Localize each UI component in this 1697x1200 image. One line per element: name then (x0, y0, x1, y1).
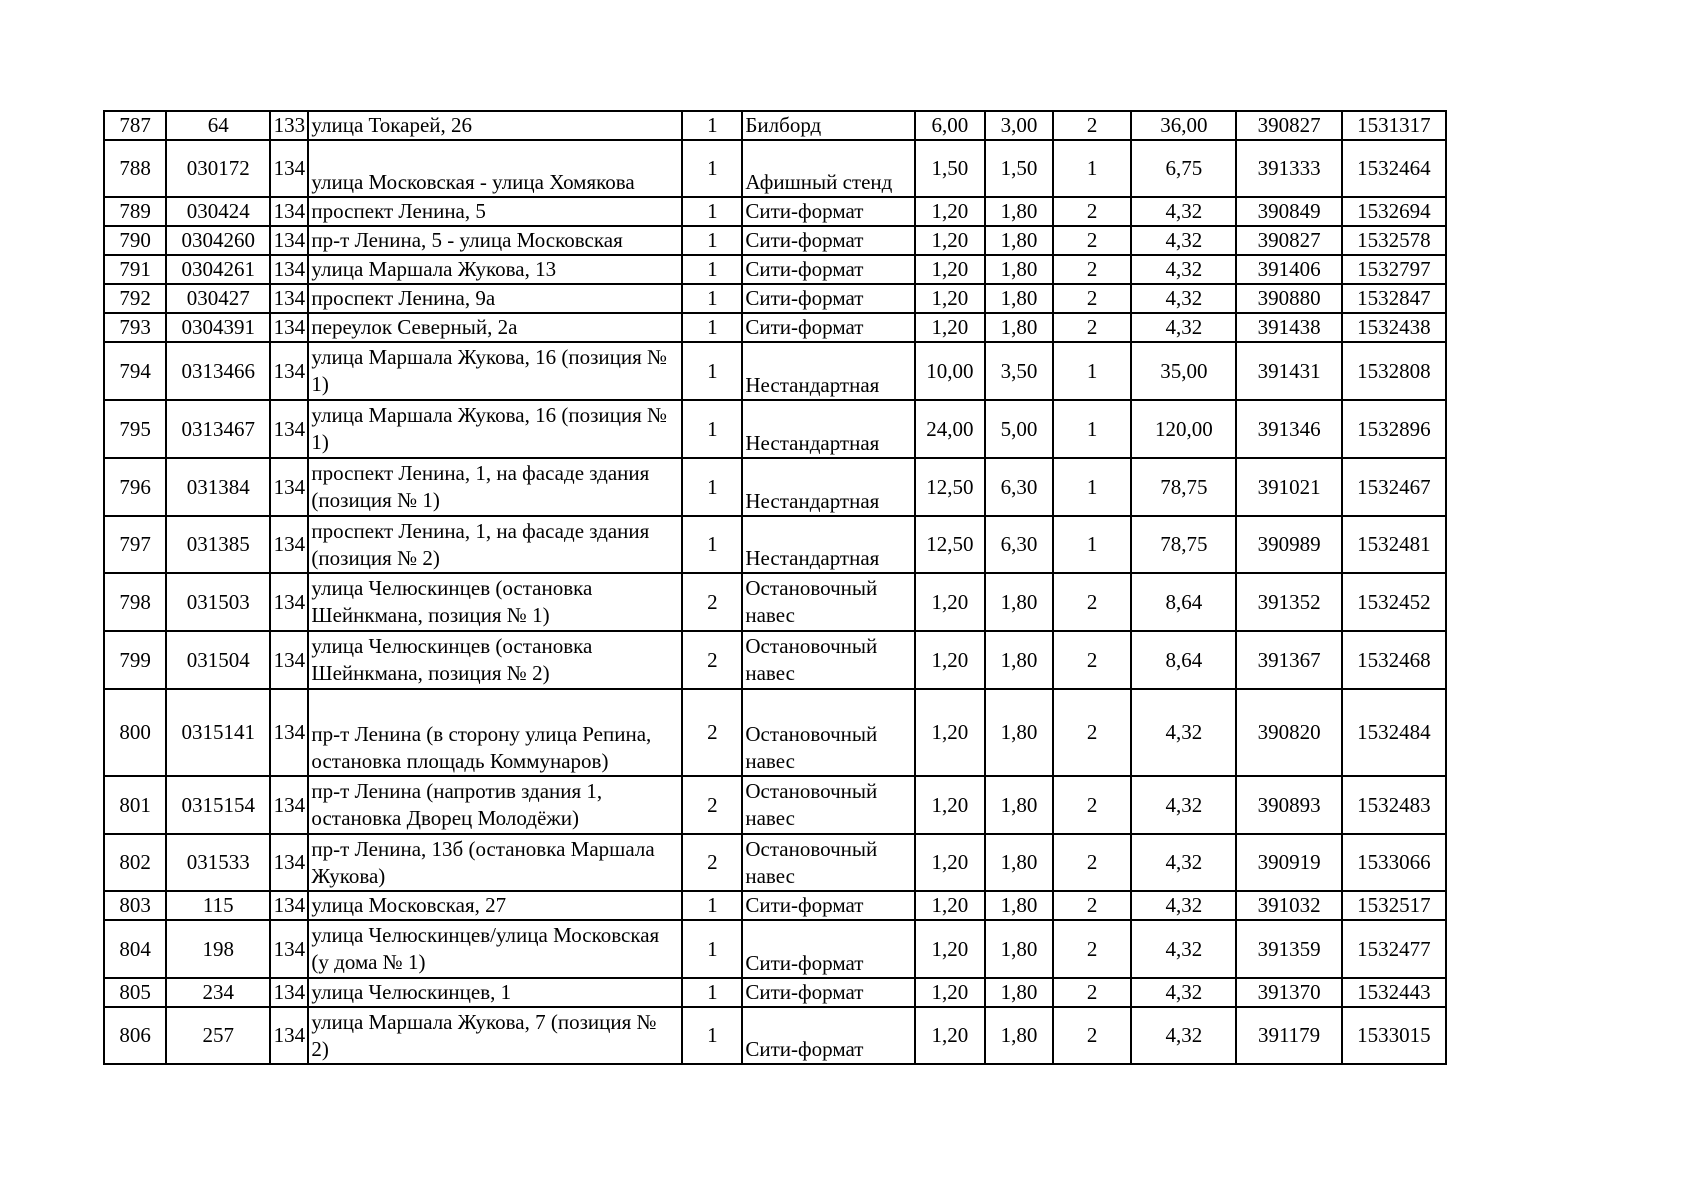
cell-type: Сити-формат (742, 313, 914, 342)
cell-area: 6,75 (1131, 140, 1236, 197)
cell-section: 134 (270, 255, 308, 284)
cell-type: Нестандартная (742, 400, 914, 458)
cell-area: 4,32 (1131, 891, 1236, 920)
cell-coord-x: 390849 (1236, 197, 1341, 226)
cell-sides: 1 (682, 920, 742, 978)
cell-code: 031504 (166, 631, 270, 689)
table-row (104, 197, 1446, 226)
cell-address: улица Маршала Жукова, 16 (позиция № 1) (308, 342, 682, 400)
cell-width: 1,20 (915, 284, 985, 313)
cell-type: Остановочный навес (742, 689, 914, 776)
cell-height: 1,80 (985, 920, 1053, 978)
cell-quantity: 2 (1053, 111, 1131, 140)
cell-address: улица Московская, 27 (308, 891, 682, 920)
cell-height: 1,80 (985, 834, 1053, 891)
cell-area: 4,32 (1131, 978, 1236, 1007)
cell-address: проспект Ленина, 1, на фасаде здания (позиция № 1) (308, 458, 682, 516)
cell-width: 1,20 (915, 631, 985, 689)
cell-quantity: 2 (1053, 891, 1131, 920)
cell-code: 0304391 (166, 313, 270, 342)
cell-height: 6,30 (985, 516, 1053, 573)
cell-number: 798 (104, 573, 166, 631)
document-table (103, 110, 1447, 1065)
cell-address: улица Маршала Жукова, 16 (позиция № 1) (308, 400, 682, 458)
cell-type: Нестандартная (742, 458, 914, 516)
table-row (104, 284, 1446, 313)
cell-section: 134 (270, 573, 308, 631)
cell-area: 8,64 (1131, 573, 1236, 631)
cell-coord-x: 391179 (1236, 1007, 1341, 1064)
cell-coord-x: 391346 (1236, 400, 1341, 458)
cell-code: 031533 (166, 834, 270, 891)
cell-area: 4,32 (1131, 920, 1236, 978)
cell-width: 1,20 (915, 226, 985, 255)
cell-height: 1,80 (985, 255, 1053, 284)
cell-area: 120,00 (1131, 400, 1236, 458)
cell-section: 134 (270, 1007, 308, 1064)
cell-height: 3,00 (985, 111, 1053, 140)
cell-quantity: 1 (1053, 140, 1131, 197)
cell-width: 1,20 (915, 776, 985, 834)
cell-code: 198 (166, 920, 270, 978)
table-row (104, 255, 1446, 284)
cell-section: 134 (270, 516, 308, 573)
cell-area: 4,32 (1131, 313, 1236, 342)
cell-quantity: 2 (1053, 920, 1131, 978)
cell-quantity: 2 (1053, 776, 1131, 834)
cell-coord-x: 390827 (1236, 226, 1341, 255)
cell-type: Сити-формат (742, 284, 914, 313)
cell-coord-y: 1532896 (1342, 400, 1446, 458)
table-row (104, 516, 1446, 573)
table-row (104, 313, 1446, 342)
cell-coord-y: 1531317 (1342, 111, 1446, 140)
cell-area: 4,32 (1131, 284, 1236, 313)
cell-width: 1,20 (915, 1007, 985, 1064)
table-row (104, 920, 1446, 978)
cell-sides: 1 (682, 111, 742, 140)
table-row (104, 111, 1446, 140)
cell-number: 791 (104, 255, 166, 284)
cell-coord-x: 391032 (1236, 891, 1341, 920)
cell-code: 030427 (166, 284, 270, 313)
cell-coord-y: 1532484 (1342, 689, 1446, 776)
cell-type: Сити-формат (742, 920, 914, 978)
cell-quantity: 2 (1053, 197, 1131, 226)
cell-section: 134 (270, 458, 308, 516)
cell-number: 788 (104, 140, 166, 197)
cell-section: 134 (270, 342, 308, 400)
cell-code: 0315154 (166, 776, 270, 834)
cell-sides: 1 (682, 891, 742, 920)
cell-type: Сити-формат (742, 255, 914, 284)
cell-number: 792 (104, 284, 166, 313)
cell-code: 257 (166, 1007, 270, 1064)
cell-coord-y: 1532438 (1342, 313, 1446, 342)
cell-coord-x: 391431 (1236, 342, 1341, 400)
cell-address: улица Токарей, 26 (308, 111, 682, 140)
cell-code: 0315141 (166, 689, 270, 776)
table-row (104, 400, 1446, 458)
cell-coord-y: 1532452 (1342, 573, 1446, 631)
cell-height: 1,80 (985, 573, 1053, 631)
cell-sides: 1 (682, 342, 742, 400)
cell-address: проспект Ленина, 9а (308, 284, 682, 313)
cell-coord-x: 390989 (1236, 516, 1341, 573)
cell-height: 1,50 (985, 140, 1053, 197)
cell-number: 797 (104, 516, 166, 573)
cell-sides: 1 (682, 284, 742, 313)
cell-quantity: 2 (1053, 978, 1131, 1007)
cell-sides: 1 (682, 516, 742, 573)
cell-quantity: 1 (1053, 458, 1131, 516)
cell-type: Билборд (742, 111, 914, 140)
cell-section: 134 (270, 834, 308, 891)
cell-quantity: 2 (1053, 284, 1131, 313)
cell-code: 0313467 (166, 400, 270, 458)
cell-section: 134 (270, 978, 308, 1007)
cell-coord-x: 391370 (1236, 978, 1341, 1007)
table-row (104, 1007, 1446, 1064)
cell-code: 64 (166, 111, 270, 140)
cell-coord-x: 391438 (1236, 313, 1341, 342)
cell-width: 1,20 (915, 689, 985, 776)
cell-type: Сити-формат (742, 1007, 914, 1064)
cell-height: 1,80 (985, 284, 1053, 313)
cell-sides: 1 (682, 458, 742, 516)
cell-sides: 1 (682, 400, 742, 458)
cell-section: 134 (270, 631, 308, 689)
cell-code: 234 (166, 978, 270, 1007)
table-row (104, 226, 1446, 255)
cell-sides: 1 (682, 978, 742, 1007)
cell-number: 795 (104, 400, 166, 458)
cell-coord-x: 390827 (1236, 111, 1341, 140)
table-row (104, 776, 1446, 834)
cell-quantity: 1 (1053, 516, 1131, 573)
cell-address: проспект Ленина, 1, на фасаде здания (позиция № 2) (308, 516, 682, 573)
cell-height: 3,50 (985, 342, 1053, 400)
cell-section: 134 (270, 313, 308, 342)
cell-height: 1,80 (985, 1007, 1053, 1064)
cell-area: 4,32 (1131, 197, 1236, 226)
cell-coord-y: 1532443 (1342, 978, 1446, 1007)
cell-number: 801 (104, 776, 166, 834)
cell-quantity: 2 (1053, 1007, 1131, 1064)
table-row (104, 631, 1446, 689)
cell-number: 790 (104, 226, 166, 255)
cell-code: 031385 (166, 516, 270, 573)
cell-number: 799 (104, 631, 166, 689)
cell-height: 1,80 (985, 197, 1053, 226)
cell-width: 12,50 (915, 458, 985, 516)
cell-width: 1,20 (915, 313, 985, 342)
cell-coord-y: 1532797 (1342, 255, 1446, 284)
cell-coord-y: 1532847 (1342, 284, 1446, 313)
cell-quantity: 1 (1053, 400, 1131, 458)
cell-section: 134 (270, 400, 308, 458)
cell-address: переулок Северный, 2а (308, 313, 682, 342)
cell-address: улица Московская - улица Хомякова (308, 140, 682, 197)
cell-coord-x: 391406 (1236, 255, 1341, 284)
cell-code: 030172 (166, 140, 270, 197)
cell-type: Остановочный навес (742, 834, 914, 891)
cell-area: 36,00 (1131, 111, 1236, 140)
cell-coord-x: 390919 (1236, 834, 1341, 891)
cell-height: 1,80 (985, 891, 1053, 920)
cell-width: 1,20 (915, 920, 985, 978)
cell-number: 794 (104, 342, 166, 400)
cell-sides: 1 (682, 255, 742, 284)
cell-height: 5,00 (985, 400, 1053, 458)
table-row (104, 891, 1446, 920)
cell-width: 12,50 (915, 516, 985, 573)
cell-coord-y: 1532481 (1342, 516, 1446, 573)
cell-address: пр-т Ленина (в сторону улица Репина, остановка площадь Коммунаров) (308, 689, 682, 776)
table-row (104, 342, 1446, 400)
cell-number: 787 (104, 111, 166, 140)
cell-type: Сити-формат (742, 891, 914, 920)
cell-coord-x: 391333 (1236, 140, 1341, 197)
cell-coord-x: 391359 (1236, 920, 1341, 978)
table-row (104, 978, 1446, 1007)
cell-quantity: 2 (1053, 573, 1131, 631)
cell-sides: 1 (682, 226, 742, 255)
cell-section: 134 (270, 197, 308, 226)
cell-coord-y: 1532808 (1342, 342, 1446, 400)
cell-coord-x: 391021 (1236, 458, 1341, 516)
cell-address: проспект Ленина, 5 (308, 197, 682, 226)
cell-address: пр-т Ленина, 5 - улица Московская (308, 226, 682, 255)
cell-sides: 1 (682, 140, 742, 197)
cell-area: 78,75 (1131, 458, 1236, 516)
cell-coord-y: 1532468 (1342, 631, 1446, 689)
cell-area: 4,32 (1131, 226, 1236, 255)
cell-coord-x: 390893 (1236, 776, 1341, 834)
cell-width: 1,20 (915, 978, 985, 1007)
cell-quantity: 2 (1053, 631, 1131, 689)
cell-area: 4,32 (1131, 1007, 1236, 1064)
cell-width: 1,20 (915, 197, 985, 226)
cell-coord-x: 391352 (1236, 573, 1341, 631)
cell-type: Остановочный навес (742, 776, 914, 834)
cell-quantity: 2 (1053, 226, 1131, 255)
cell-sides: 2 (682, 573, 742, 631)
table-row (104, 458, 1446, 516)
cell-section: 134 (270, 920, 308, 978)
cell-type: Афишный стенд (742, 140, 914, 197)
cell-type: Сити-формат (742, 226, 914, 255)
cell-number: 800 (104, 689, 166, 776)
cell-coord-y: 1532467 (1342, 458, 1446, 516)
cell-sides: 2 (682, 776, 742, 834)
cell-sides: 1 (682, 313, 742, 342)
cell-coord-y: 1532477 (1342, 920, 1446, 978)
cell-section: 134 (270, 776, 308, 834)
cell-sides: 1 (682, 1007, 742, 1064)
cell-address: улица Челюскинцев, 1 (308, 978, 682, 1007)
cell-section: 134 (270, 689, 308, 776)
cell-width: 1,20 (915, 573, 985, 631)
cell-coord-x: 390880 (1236, 284, 1341, 313)
cell-quantity: 2 (1053, 689, 1131, 776)
cell-width: 6,00 (915, 111, 985, 140)
table-body (104, 111, 1446, 1064)
cell-number: 793 (104, 313, 166, 342)
cell-area: 4,32 (1131, 834, 1236, 891)
cell-coord-x: 390820 (1236, 689, 1341, 776)
cell-type: Остановочный навес (742, 631, 914, 689)
cell-type: Сити-формат (742, 978, 914, 1007)
cell-coord-y: 1533066 (1342, 834, 1446, 891)
cell-code: 115 (166, 891, 270, 920)
cell-code: 0304261 (166, 255, 270, 284)
cell-quantity: 1 (1053, 342, 1131, 400)
table-row (104, 834, 1446, 891)
cell-type: Сити-формат (742, 197, 914, 226)
cell-coord-y: 1532578 (1342, 226, 1446, 255)
table-row (104, 573, 1446, 631)
cell-number: 805 (104, 978, 166, 1007)
cell-area: 78,75 (1131, 516, 1236, 573)
cell-coord-y: 1532464 (1342, 140, 1446, 197)
cell-coord-y: 1532694 (1342, 197, 1446, 226)
cell-type: Нестандартная (742, 516, 914, 573)
cell-area: 4,32 (1131, 255, 1236, 284)
cell-number: 804 (104, 920, 166, 978)
cell-height: 1,80 (985, 689, 1053, 776)
cell-section: 134 (270, 891, 308, 920)
cell-number: 789 (104, 197, 166, 226)
cell-section: 133 (270, 111, 308, 140)
cell-area: 4,32 (1131, 689, 1236, 776)
cell-address: улица Маршала Жукова, 13 (308, 255, 682, 284)
cell-height: 1,80 (985, 631, 1053, 689)
cell-sides: 2 (682, 631, 742, 689)
cell-code: 031384 (166, 458, 270, 516)
cell-section: 134 (270, 140, 308, 197)
cell-type: Нестандартная (742, 342, 914, 400)
cell-address: улица Челюскинцев (остановка Шейнкмана, позиция № 1) (308, 573, 682, 631)
cell-area: 4,32 (1131, 776, 1236, 834)
cell-coord-y: 1533015 (1342, 1007, 1446, 1064)
cell-width: 24,00 (915, 400, 985, 458)
cell-area: 35,00 (1131, 342, 1236, 400)
cell-number: 802 (104, 834, 166, 891)
cell-address: улица Маршала Жукова, 7 (позиция № 2) (308, 1007, 682, 1064)
cell-code: 030424 (166, 197, 270, 226)
cell-address: пр-т Ленина, 13б (остановка Маршала Жукова) (308, 834, 682, 891)
cell-coord-x: 391367 (1236, 631, 1341, 689)
cell-width: 1,20 (915, 255, 985, 284)
cell-height: 1,80 (985, 313, 1053, 342)
cell-type: Остановочный навес (742, 573, 914, 631)
cell-coord-y: 1532483 (1342, 776, 1446, 834)
cell-code: 0304260 (166, 226, 270, 255)
cell-width: 1,20 (915, 891, 985, 920)
cell-height: 1,80 (985, 978, 1053, 1007)
cell-sides: 2 (682, 834, 742, 891)
cell-code: 031503 (166, 573, 270, 631)
cell-height: 1,80 (985, 226, 1053, 255)
cell-coord-y: 1532517 (1342, 891, 1446, 920)
cell-height: 6,30 (985, 458, 1053, 516)
cell-width: 1,20 (915, 834, 985, 891)
cell-section: 134 (270, 284, 308, 313)
table-row (104, 689, 1446, 776)
cell-sides: 1 (682, 197, 742, 226)
cell-quantity: 2 (1053, 313, 1131, 342)
cell-area: 8,64 (1131, 631, 1236, 689)
cell-number: 803 (104, 891, 166, 920)
cell-number: 806 (104, 1007, 166, 1064)
cell-code: 0313466 (166, 342, 270, 400)
cell-address: пр-т Ленина (напротив здания 1, остановка Дворец Молодёжи) (308, 776, 682, 834)
cell-quantity: 2 (1053, 255, 1131, 284)
cell-width: 1,50 (915, 140, 985, 197)
cell-height: 1,80 (985, 776, 1053, 834)
cell-number: 796 (104, 458, 166, 516)
cell-address: улица Челюскинцев (остановка Шейнкмана, позиция № 2) (308, 631, 682, 689)
cell-sides: 2 (682, 689, 742, 776)
cell-quantity: 2 (1053, 834, 1131, 891)
cell-address: улица Челюскинцев/улица Московская (у дома № 1) (308, 920, 682, 978)
cell-width: 10,00 (915, 342, 985, 400)
table-row (104, 140, 1446, 197)
cell-section: 134 (270, 226, 308, 255)
